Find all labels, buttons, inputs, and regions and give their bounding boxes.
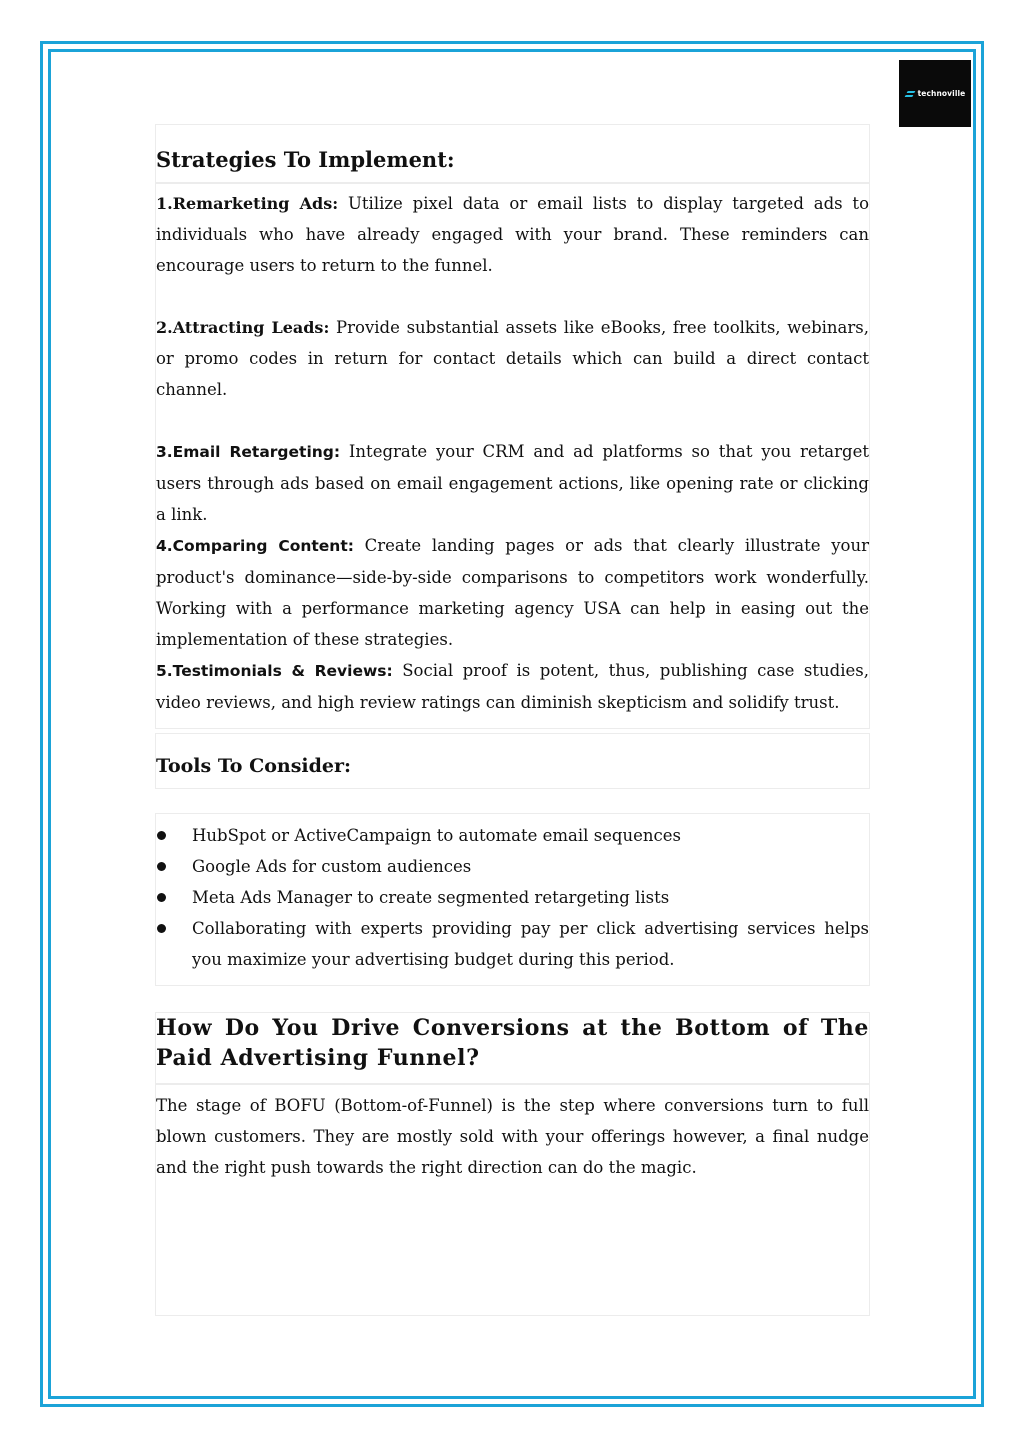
tool-text: Google Ads for custom audiences <box>192 857 472 876</box>
logo-text: technoville <box>917 89 966 98</box>
strategy-item-comparing-content <box>156 530 869 655</box>
list-item <box>156 913 869 975</box>
technoville-logo <box>899 60 971 127</box>
tool-text: HubSpot or ActiveCampaign to automate email sequences <box>192 826 681 845</box>
strategy-item-leads <box>156 312 869 405</box>
strategies-heading-box <box>155 124 870 183</box>
strategy-text: Create landing pages or ads that clearly illustrate your product's dominance—side-by-side comparisons to competitors work wonderfully. Working with a performance marketing agency USA can help in easing out the implementation of these strategies. <box>156 536 869 649</box>
list-item <box>156 851 869 882</box>
bofu-heading: How Do You Drive Conversions at the Bottom of The Paid Advertising Funnel? <box>156 1015 869 1071</box>
bullet-icon <box>157 862 166 871</box>
tools-list <box>156 820 869 975</box>
strategy-label: 1.Remarketing Ads: <box>156 194 339 213</box>
strategy-item-testimonials <box>156 655 869 718</box>
strategy-item-remarketing <box>156 188 869 281</box>
list-item <box>156 882 869 913</box>
logo-mark-icon <box>905 91 915 97</box>
bofu-body-box <box>155 1084 870 1316</box>
bullet-icon <box>157 831 166 840</box>
strategy-label: 4.Comparing Content: <box>156 537 354 555</box>
strategy-text: Social proof is potent, thus, publishing case studies, video reviews, and high review ratings can diminish skepticism and solidify trust. <box>156 661 869 712</box>
document-body <box>155 124 870 1316</box>
bullet-icon <box>157 893 166 902</box>
strategies-list <box>155 183 870 729</box>
bofu-heading-box <box>155 1012 870 1084</box>
strategy-label: 2.Attracting Leads: <box>156 318 330 337</box>
tools-heading-box <box>155 733 870 789</box>
tool-text: Meta Ads Manager to create segmented retargeting lists <box>192 888 670 907</box>
tools-list-box <box>155 813 870 986</box>
bofu-paragraph: The stage of BOFU (Bottom-of-Funnel) is the step where conversions turn to full blown customers. They are mostly sold with your offerings however, a final nudge and the right push towards the right direction can do the magic. <box>156 1096 869 1177</box>
list-item <box>156 820 869 851</box>
strategy-text: Provide substantial assets like eBooks, free toolkits, webinars, or promo codes in return for contact details which can build a direct contact channel. <box>156 318 869 399</box>
strategy-text: Integrate your CRM and ad platforms so that you retarget users through ads based on email engagement actions, like opening rate or clicking a link. <box>156 442 869 524</box>
bullet-icon <box>157 924 166 933</box>
strategy-label: 5.Testimonials & Reviews: <box>156 662 393 680</box>
strategies-heading: Strategies To Implement: <box>156 147 455 172</box>
tools-heading: Tools To Consider: <box>156 755 352 777</box>
strategy-label: 3.Email Retargeting: <box>156 443 341 461</box>
tool-text: Collaborating with experts providing pay per click advertising services helps you maximize your advertising budget during this period. <box>192 919 869 969</box>
strategy-text: Utilize pixel data or email lists to display targeted ads to individuals who have already engaged with your brand. These reminders can encourage users to return to the funnel. <box>156 194 870 275</box>
strategy-item-email-retargeting <box>156 436 869 530</box>
